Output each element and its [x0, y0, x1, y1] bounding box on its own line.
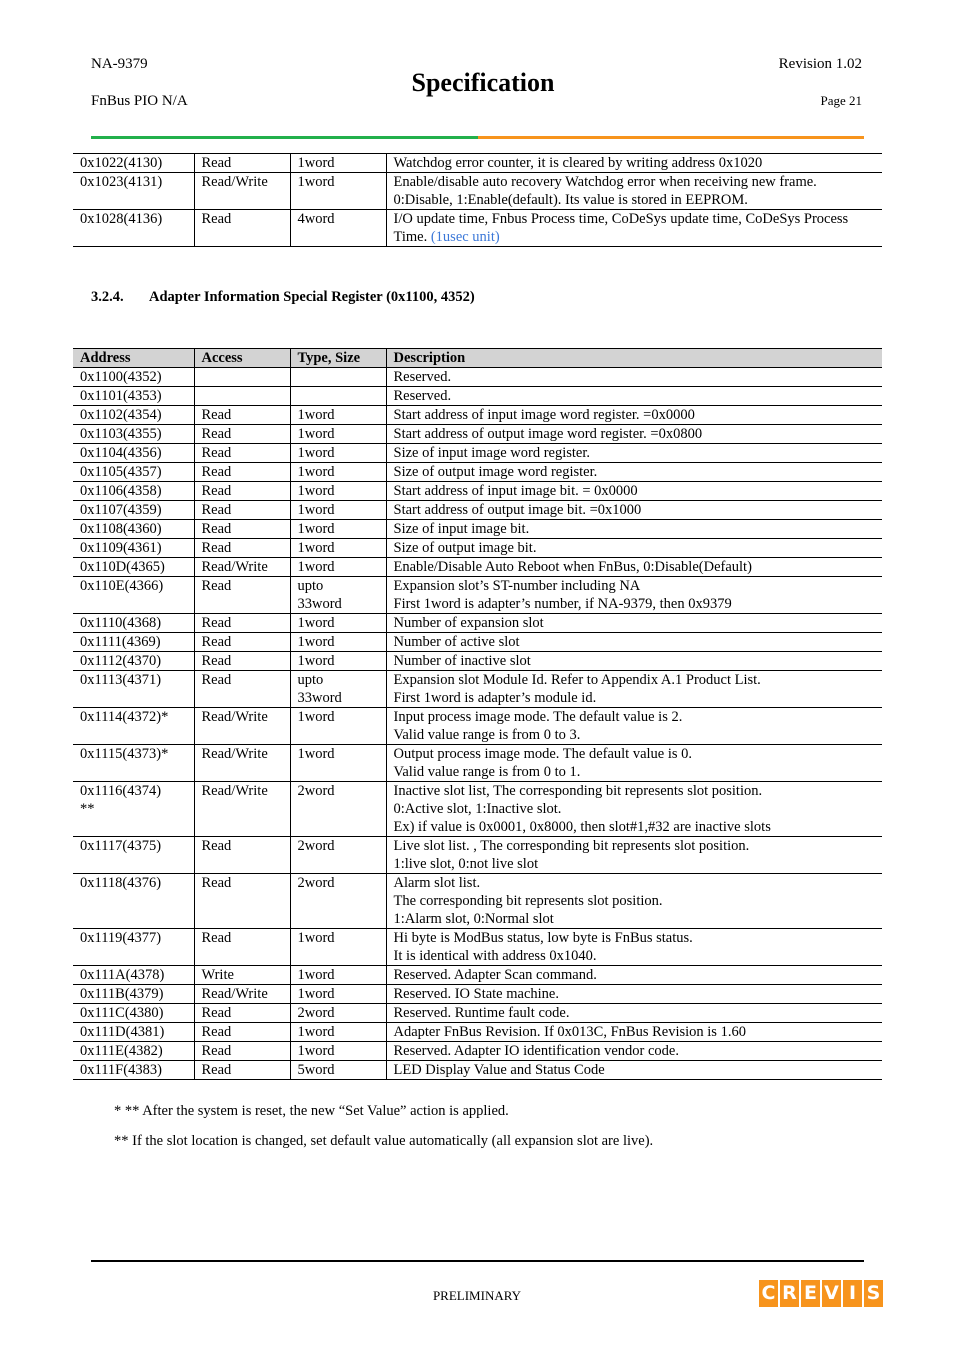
cell-description	[386, 1004, 882, 1023]
cell-type	[290, 929, 386, 966]
cell-type	[290, 745, 386, 782]
cell-access: Read	[194, 444, 290, 463]
cell-type	[290, 558, 386, 577]
cell-description	[386, 1061, 882, 1080]
cell-access: Read	[194, 874, 290, 929]
table-row	[73, 154, 882, 173]
description-line: Hi byte is ModBus status, low byte is FnBus status.	[393, 930, 693, 946]
cell-address	[73, 929, 194, 966]
type-line: 1word	[297, 502, 335, 518]
cell-type	[290, 671, 386, 708]
table-row	[73, 985, 882, 1004]
type-line: 5word	[297, 1062, 335, 1078]
cell-address	[73, 633, 194, 652]
adapter-info-register-table	[73, 348, 882, 1080]
cell-address	[73, 539, 194, 558]
cell-type	[290, 614, 386, 633]
cell-access: Read	[194, 520, 290, 539]
table-row	[73, 652, 882, 671]
description-line: 0:Disable, 1:Enable(default). Its value is stored in EEPROM.	[393, 192, 748, 208]
address-line: 0x1110(4368)	[80, 615, 162, 631]
cell-description	[386, 652, 882, 671]
cell-address	[73, 368, 194, 387]
type-line: 1word	[297, 1024, 335, 1040]
cell-description	[386, 387, 882, 406]
revision: Revision 1.02	[778, 56, 862, 72]
header-rule	[91, 136, 864, 139]
cell-description	[386, 210, 882, 247]
table-row	[73, 539, 882, 558]
table-row	[73, 482, 882, 501]
address-line: **	[80, 801, 95, 817]
table-row	[73, 425, 882, 444]
cell-type: 1word	[290, 154, 386, 173]
cell-description	[386, 985, 882, 1004]
cell-access: Read	[194, 652, 290, 671]
description-line: Valid value range is from 0 to 3.	[393, 727, 581, 743]
address-line: 0x111E(4382)	[80, 1043, 163, 1059]
cell-address	[73, 444, 194, 463]
header-description: Description	[386, 349, 882, 368]
cell-address	[73, 501, 194, 520]
cell-type	[290, 444, 386, 463]
description-line: Reserved.	[393, 388, 452, 404]
table-row	[73, 1061, 882, 1080]
type-line: 2word	[297, 838, 335, 854]
address-line: 0x1105(4357)	[80, 464, 162, 480]
table-row	[73, 929, 882, 966]
table-row	[73, 966, 882, 985]
description-line: Start address of output image bit. =0x1000	[393, 502, 642, 518]
address-line: 0x1112(4370)	[80, 653, 162, 669]
logo-letter: S	[864, 1280, 883, 1307]
address-line: 0x1119(4377)	[80, 930, 162, 946]
description-line: Ex) if value is 0x0001, 0x8000, then slot#1,#32 are inactive slots	[393, 819, 771, 835]
address-line: 0x1117(4375)	[80, 838, 162, 854]
description-line: Inactive slot list, The corresponding bit represents slot position.	[393, 783, 763, 799]
top-register-table	[73, 153, 882, 247]
cell-access: Read/Write	[194, 558, 290, 577]
cell-access: Read	[194, 425, 290, 444]
cell-address	[73, 463, 194, 482]
logo-letter: C	[759, 1280, 778, 1307]
description-line: Reserved. Adapter Scan command.	[393, 967, 597, 983]
cell-address	[73, 387, 194, 406]
cell-type	[290, 874, 386, 929]
page-number: Page 21	[820, 93, 862, 108]
cell-type	[290, 520, 386, 539]
cell-access: Read/Write	[194, 708, 290, 745]
description-line: 1:live slot, 0:not live slot	[393, 856, 539, 872]
cell-description	[386, 173, 882, 210]
cell-type	[290, 482, 386, 501]
page-title: Specification	[411, 68, 555, 97]
table-row	[73, 1004, 882, 1023]
description-line: First 1word is adapter’s number, if NA-9379, then 0x9379	[393, 596, 732, 612]
cell-address	[73, 1042, 194, 1061]
cell-description	[386, 577, 882, 614]
cell-access: Read/Write	[194, 745, 290, 782]
logo-letter: R	[780, 1280, 799, 1307]
table-row	[73, 406, 882, 425]
header-address: Address	[73, 349, 194, 368]
logo-letter: I	[843, 1280, 862, 1307]
address-line: 0x110D(4365)	[80, 559, 165, 575]
cell-type	[290, 782, 386, 837]
cell-access: Read/Write	[194, 985, 290, 1004]
address-line: 0x1115(4373)*	[80, 746, 169, 762]
cell-description	[386, 520, 882, 539]
table-row	[73, 368, 882, 387]
address-line: 0x1113(4371)	[80, 672, 162, 688]
description-unit-note: (1usec unit)	[430, 229, 500, 245]
cell-address: 0x1022(4130)	[73, 154, 194, 173]
table-row	[73, 577, 882, 614]
cell-access: Read	[194, 577, 290, 614]
table-row	[73, 837, 882, 874]
address-line: 0x111D(4381)	[80, 1024, 165, 1040]
address-line: 0x1107(4359)	[80, 502, 162, 518]
type-line: 2word	[297, 875, 335, 891]
description-line: First 1word is adapter’s module id.	[393, 690, 597, 706]
description-line: Number of active slot	[393, 634, 520, 650]
cell-access: Read	[194, 463, 290, 482]
table-row	[73, 173, 882, 210]
description-line: Expansion slot Module Id. Refer to Appendix A.1 Product List.	[393, 672, 761, 688]
logo-letter: V	[822, 1280, 841, 1307]
description-line: Size of output image word register.	[393, 464, 598, 480]
type-line: 1word	[297, 986, 335, 1002]
description-line: Number of expansion slot	[393, 615, 544, 631]
description-line: Alarm slot list.	[393, 875, 481, 891]
description-line: Number of inactive slot	[393, 653, 531, 669]
type-line: 1word	[297, 967, 335, 983]
table-header-row	[73, 349, 882, 368]
address-line: 0x111C(4380)	[80, 1005, 164, 1021]
description-line: LED Display Value and Status Code	[393, 1062, 605, 1078]
description-line: Size of input image word register.	[393, 445, 591, 461]
cell-address	[73, 558, 194, 577]
address-line: 0x1111(4369)	[80, 634, 161, 650]
table-row	[73, 444, 882, 463]
table-row	[73, 671, 882, 708]
section-title: Adapter Information Special Register (0x1100, 4352)	[149, 289, 475, 305]
address-line: 0x1103(4355)	[80, 426, 162, 442]
cell-description	[386, 671, 882, 708]
description-line: 0:Active slot, 1:Inactive slot.	[393, 801, 562, 817]
section-heading	[91, 289, 475, 306]
cell-description	[386, 444, 882, 463]
cell-description	[386, 929, 882, 966]
cell-type	[290, 837, 386, 874]
description-line: Input process image mode. The default value is 2.	[393, 709, 683, 725]
address-line: 0x111B(4379)	[80, 986, 164, 1002]
description-line: The corresponding bit represents slot position.	[393, 893, 663, 909]
cell-type	[290, 387, 386, 406]
cell-description	[386, 874, 882, 929]
cell-access: Read	[194, 406, 290, 425]
cell-description	[386, 539, 882, 558]
note-slot-location: ** If the slot location is changed, set default value automatically (all expansion slot are live).	[114, 1133, 654, 1149]
address-line: 0x1104(4356)	[80, 445, 162, 461]
description-line: Valid value range is from 0 to 1.	[393, 764, 581, 780]
table-row	[73, 1042, 882, 1061]
table-row	[73, 633, 882, 652]
footer-preliminary: PRELIMINARY	[432, 1288, 522, 1303]
type-line: 1word	[297, 615, 335, 631]
cell-type	[290, 1023, 386, 1042]
description-line: Size of output image bit.	[393, 540, 537, 556]
cell-access: Read	[194, 671, 290, 708]
description-line: Reserved. IO State machine.	[393, 986, 559, 1002]
description-line: Start address of output image word register. =0x0800	[393, 426, 703, 442]
cell-description	[386, 368, 882, 387]
description-line: Reserved. Runtime fault code.	[393, 1005, 570, 1021]
cell-description	[386, 966, 882, 985]
cell-address	[73, 671, 194, 708]
type-line: 1word	[297, 653, 335, 669]
type-line: 1word	[297, 464, 335, 480]
address-line: 0x1102(4354)	[80, 407, 162, 423]
type-line: 1word	[297, 634, 335, 650]
cell-type	[290, 633, 386, 652]
cell-access: Read/Write	[194, 173, 290, 210]
section-number: 3.2.4.	[91, 289, 124, 305]
cell-address	[73, 874, 194, 929]
address-line: 0x1116(4374)	[80, 783, 162, 799]
description-line: Watchdog error counter, it is cleared by writing address 0x1020	[393, 155, 763, 171]
footer-rule	[91, 1260, 864, 1262]
type-line: 1word	[297, 483, 335, 499]
cell-description	[386, 482, 882, 501]
table-row	[73, 463, 882, 482]
cell-type	[290, 539, 386, 558]
cell-address	[73, 614, 194, 633]
cell-access: Read	[194, 1023, 290, 1042]
cell-access: Read	[194, 482, 290, 501]
cell-access: Read	[194, 1042, 290, 1061]
table-row	[73, 1023, 882, 1042]
cell-access: Read	[194, 633, 290, 652]
header-access: Access	[194, 349, 290, 368]
address-line: 0x110E(4366)	[80, 578, 164, 594]
cell-access: Read	[194, 929, 290, 966]
cell-access: Read	[194, 1061, 290, 1080]
table-row	[73, 874, 882, 929]
table-row	[73, 387, 882, 406]
cell-type	[290, 1004, 386, 1023]
description-line: Output process image mode. The default value is 0.	[393, 746, 693, 762]
cell-address	[73, 1023, 194, 1042]
crevis-logo	[759, 1280, 883, 1307]
cell-type	[290, 425, 386, 444]
cell-address	[73, 1061, 194, 1080]
cell-description	[386, 782, 882, 837]
description-line: Reserved. Adapter IO identification vendor code.	[393, 1043, 679, 1059]
cell-address	[73, 782, 194, 837]
type-line: upto	[297, 578, 324, 594]
cell-address	[73, 708, 194, 745]
type-line: 1word	[297, 540, 335, 556]
address-line: 0x1106(4358)	[80, 483, 162, 499]
cell-description	[386, 633, 882, 652]
cell-description	[386, 463, 882, 482]
cell-description	[386, 614, 882, 633]
cell-access: Read/Write	[194, 782, 290, 837]
cell-description	[386, 425, 882, 444]
type-line: 1word	[297, 709, 335, 725]
cell-type	[290, 368, 386, 387]
description-line: Live slot list. , The corresponding bit represents slot position.	[393, 838, 750, 854]
cell-address	[73, 482, 194, 501]
address-line: 0x111A(4378)	[80, 967, 165, 983]
cell-access	[194, 387, 290, 406]
table-row	[73, 210, 882, 247]
cell-description	[386, 406, 882, 425]
cell-access: Read	[194, 1004, 290, 1023]
cell-address	[73, 577, 194, 614]
cell-type	[290, 1042, 386, 1061]
type-line: 1word	[297, 426, 335, 442]
cell-description	[386, 501, 882, 520]
cell-access: Read	[194, 539, 290, 558]
header-type-size: Type, Size	[290, 349, 386, 368]
cell-description	[386, 1023, 882, 1042]
type-line: 2word	[297, 783, 335, 799]
cell-access: Read	[194, 614, 290, 633]
type-line: 1word	[297, 407, 335, 423]
type-line: upto	[297, 672, 324, 688]
description-line: Reserved.	[393, 369, 452, 385]
table-row	[73, 520, 882, 539]
type-line: 33word	[297, 690, 342, 706]
cell-type: 4word	[290, 210, 386, 247]
description-line: Adapter FnBus Revision. If 0x013C, FnBus Revision is 1.60	[393, 1024, 746, 1040]
cell-access: Write	[194, 966, 290, 985]
cell-type	[290, 406, 386, 425]
address-line: 0x1109(4361)	[80, 540, 162, 556]
cell-description	[386, 837, 882, 874]
description-line: Start address of input image word register. =0x0000	[393, 407, 695, 423]
type-line: 1word	[297, 930, 335, 946]
type-line: 1word	[297, 1043, 335, 1059]
cell-type	[290, 708, 386, 745]
cell-type	[290, 463, 386, 482]
description-line: Start address of input image bit. = 0x0000	[393, 483, 638, 499]
cell-access: Read	[194, 210, 290, 247]
address-line: 0x111F(4383)	[80, 1062, 162, 1078]
cell-type	[290, 966, 386, 985]
product-name: FnBus PIO N/A	[91, 93, 188, 109]
table-row	[73, 501, 882, 520]
cell-description	[386, 1042, 882, 1061]
address-line: 0x1108(4360)	[80, 521, 162, 537]
description-text: I/O update time, Fnbus Process time, CoDeSys update time, CoDeSys Process Time.	[393, 211, 849, 245]
note-reset: * ** After the system is reset, the new “Set Value” action is applied.	[114, 1103, 509, 1119]
cell-type	[290, 577, 386, 614]
table-row	[73, 708, 882, 745]
cell-access: Read	[194, 501, 290, 520]
cell-address	[73, 1004, 194, 1023]
cell-address: 0x1028(4136)	[73, 210, 194, 247]
table-row	[73, 745, 882, 782]
description-line: Size of input image bit.	[393, 521, 530, 537]
cell-type	[290, 501, 386, 520]
cell-address: 0x1023(4131)	[73, 173, 194, 210]
address-line: 0x1100(4352)	[80, 369, 162, 385]
description-line: Enable/disable auto recovery Watchdog error when receiving new frame.	[393, 174, 817, 190]
cell-address	[73, 652, 194, 671]
description-line: Enable/Disable Auto Reboot when FnBus, 0:Disable(Default)	[393, 559, 752, 575]
logo-letter: E	[801, 1280, 820, 1307]
cell-address	[73, 837, 194, 874]
address-line: 0x1101(4353)	[80, 388, 162, 404]
doc-id: NA-9379	[91, 56, 148, 72]
cell-description	[386, 154, 882, 173]
cell-address	[73, 406, 194, 425]
cell-type	[290, 985, 386, 1004]
type-line: 33word	[297, 596, 342, 612]
cell-access: Read	[194, 154, 290, 173]
table-row	[73, 782, 882, 837]
cell-type	[290, 652, 386, 671]
cell-address	[73, 520, 194, 539]
type-line: 1word	[297, 445, 335, 461]
table-row	[73, 558, 882, 577]
type-line: 1word	[297, 559, 335, 575]
type-line: 2word	[297, 1005, 335, 1021]
cell-address	[73, 985, 194, 1004]
description-line: It is identical with address 0x1040.	[393, 948, 597, 964]
table-row	[73, 614, 882, 633]
cell-access	[194, 368, 290, 387]
type-line: 1word	[297, 521, 335, 537]
cell-address	[73, 745, 194, 782]
description-line: Expansion slot’s ST-number including NA	[393, 578, 641, 594]
cell-description	[386, 745, 882, 782]
description-line: 1:Alarm slot, 0:Normal slot	[393, 911, 554, 927]
address-line: 0x1114(4372)*	[80, 709, 169, 725]
cell-address	[73, 966, 194, 985]
cell-type: 1word	[290, 173, 386, 210]
cell-access: Read	[194, 837, 290, 874]
cell-description	[386, 708, 882, 745]
cell-description	[386, 558, 882, 577]
cell-type	[290, 1061, 386, 1080]
type-line: 1word	[297, 746, 335, 762]
cell-address	[73, 425, 194, 444]
address-line: 0x1118(4376)	[80, 875, 162, 891]
